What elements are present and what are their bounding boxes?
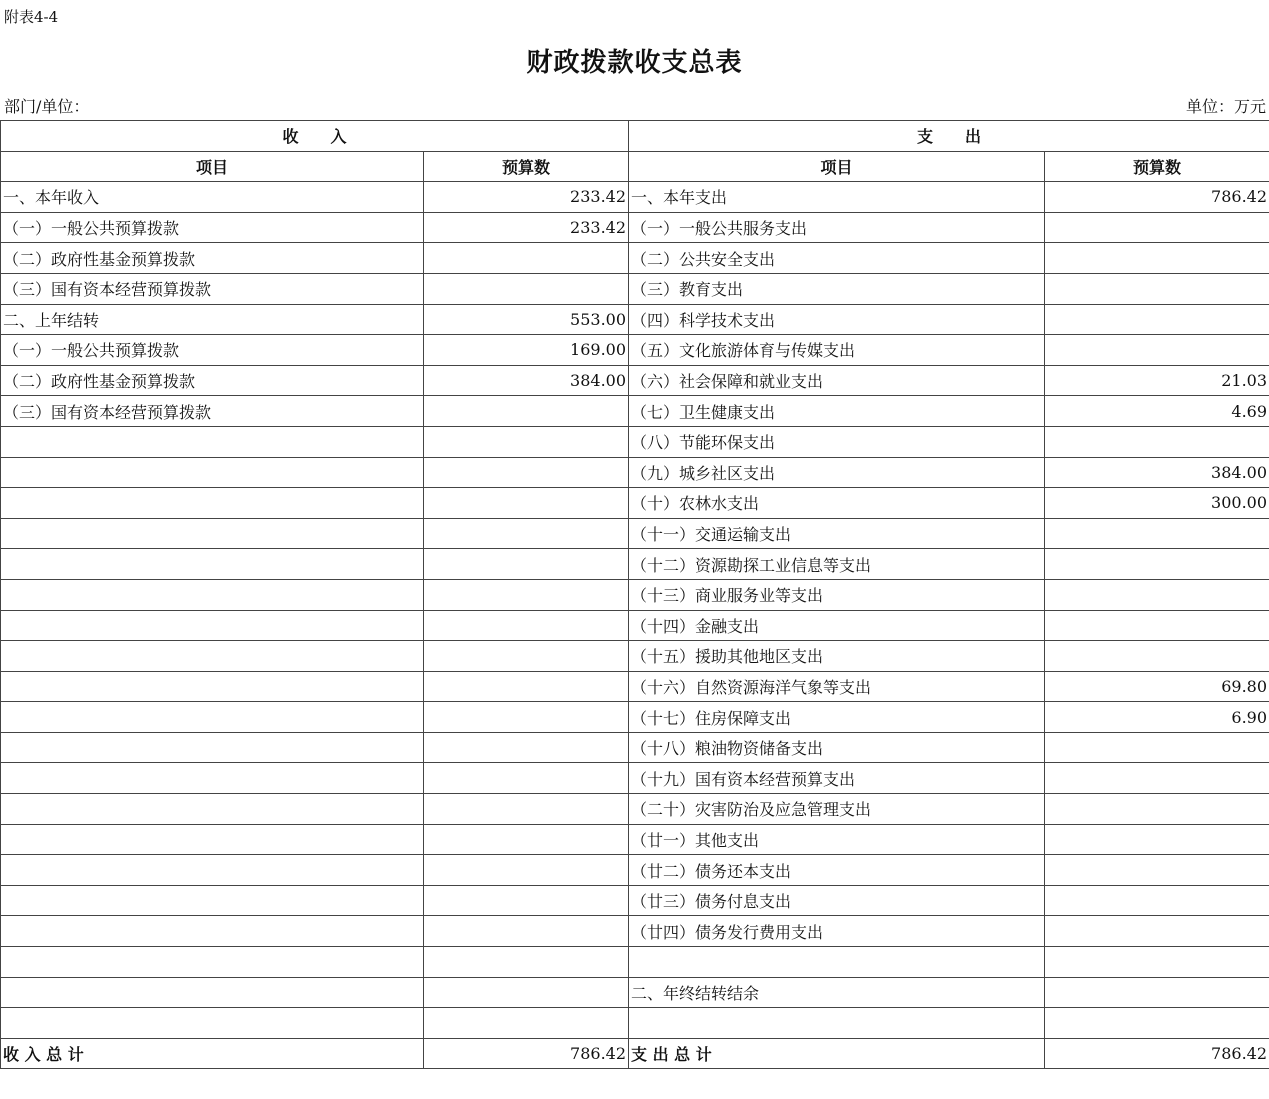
income-total-label: 收 入 总 计	[1, 1038, 424, 1069]
expense-budget-header: 预算数	[1045, 151, 1269, 182]
income-value-cell	[424, 396, 629, 427]
expense-item-cell: （五）文化旅游体育与传媒支出	[629, 335, 1045, 366]
income-value-cell	[424, 916, 629, 947]
table-row	[1, 610, 1269, 641]
expense-value-cell	[1045, 1008, 1269, 1039]
income-item-cell	[1, 947, 424, 978]
income-item-cell: （一）一般公共预算拨款	[1, 335, 424, 366]
expense-item-cell: （十五）援助其他地区支出	[629, 641, 1045, 672]
income-item-cell	[1, 855, 424, 886]
expense-value-cell	[1045, 885, 1269, 916]
expense-value-cell	[1045, 304, 1269, 335]
income-value-cell	[424, 947, 629, 978]
income-value-cell	[424, 794, 629, 825]
expense-item-cell: （十一）交通运输支出	[629, 518, 1045, 549]
expense-group-header: 支 出	[629, 121, 1269, 152]
income-value-cell	[424, 702, 629, 733]
meta-row	[0, 94, 1266, 114]
income-item-cell: （一）一般公共预算拨款	[1, 212, 424, 243]
income-item-cell	[1, 426, 424, 457]
expense-item-cell: （廿四）债务发行费用支出	[629, 916, 1045, 947]
income-item-cell	[1, 671, 424, 702]
table-row	[1, 182, 1269, 213]
attachment-label: 附表4-4	[4, 8, 59, 26]
table-row	[1, 702, 1269, 733]
expense-item-cell: （十二）资源勘探工业信息等支出	[629, 549, 1045, 580]
table-row	[1, 855, 1269, 886]
income-item-cell: （三）国有资本经营预算拨款	[1, 396, 424, 427]
table-row	[1, 549, 1269, 580]
expense-value-cell: 4.69	[1045, 396, 1269, 427]
expense-item-cell: （十九）国有资本经营预算支出	[629, 763, 1045, 794]
expense-value-cell: 786.42	[1045, 182, 1269, 213]
budget-table	[0, 120, 1269, 1069]
table-row	[1, 212, 1269, 243]
income-group-header: 收 入	[1, 121, 629, 152]
expense-item-cell	[629, 947, 1045, 978]
income-value-cell: 233.42	[424, 212, 629, 243]
income-item-cell	[1, 824, 424, 855]
income-item-cell	[1, 702, 424, 733]
expense-item-cell: （十三）商业服务业等支出	[629, 579, 1045, 610]
expense-item-cell: （十八）粮油物资储备支出	[629, 732, 1045, 763]
income-item-cell: 一、本年收入	[1, 182, 424, 213]
income-item-cell: （二）政府性基金预算拨款	[1, 365, 424, 396]
expense-item-cell: 一、本年支出	[629, 182, 1045, 213]
page-title: 财政拨款收支总表	[526, 48, 743, 78]
income-value-cell: 233.42	[424, 182, 629, 213]
totals-row	[1, 1038, 1269, 1069]
table-row	[1, 947, 1269, 978]
expense-item-cell: （十）农林水支出	[629, 488, 1045, 519]
income-item-cell	[1, 794, 424, 825]
income-item-header: 项目	[1, 151, 424, 182]
income-item-cell	[1, 579, 424, 610]
income-value-cell	[424, 977, 629, 1008]
expense-value-cell	[1045, 732, 1269, 763]
expense-item-cell	[629, 1008, 1045, 1039]
expense-value-cell	[1045, 335, 1269, 366]
income-value-cell	[424, 457, 629, 488]
expense-value-cell	[1045, 824, 1269, 855]
income-item-cell: 二、上年结转	[1, 304, 424, 335]
expense-item-cell: （六）社会保障和就业支出	[629, 365, 1045, 396]
income-value-cell	[424, 610, 629, 641]
income-value-cell: 553.00	[424, 304, 629, 335]
expense-value-cell: 384.00	[1045, 457, 1269, 488]
expense-value-cell	[1045, 610, 1269, 641]
income-item-cell	[1, 610, 424, 641]
income-item-cell	[1, 1008, 424, 1039]
table-row	[1, 671, 1269, 702]
income-budget-header: 预算数	[424, 151, 629, 182]
expense-value-cell	[1045, 763, 1269, 794]
expense-item-cell: （四）科学技术支出	[629, 304, 1045, 335]
expense-value-cell	[1045, 549, 1269, 580]
expense-item-cell: （七）卫生健康支出	[629, 396, 1045, 427]
table-row	[1, 426, 1269, 457]
expense-value-cell	[1045, 916, 1269, 947]
table-row	[1, 794, 1269, 825]
expense-value-cell	[1045, 855, 1269, 886]
expense-total-value: 786.42	[1045, 1038, 1269, 1069]
income-item-cell	[1, 763, 424, 794]
expense-item-cell: （十四）金融支出	[629, 610, 1045, 641]
income-value-cell	[424, 885, 629, 916]
income-value-cell	[424, 273, 629, 304]
expense-item-cell: （廿二）债务还本支出	[629, 855, 1045, 886]
income-value-cell	[424, 243, 629, 274]
income-item-cell	[1, 916, 424, 947]
expense-value-cell	[1045, 794, 1269, 825]
income-value-cell	[424, 732, 629, 763]
expense-item-cell: （八）节能环保支出	[629, 426, 1045, 457]
expense-value-cell	[1045, 947, 1269, 978]
expense-value-cell	[1045, 579, 1269, 610]
table-row	[1, 518, 1269, 549]
income-item-cell	[1, 641, 424, 672]
income-value-cell	[424, 671, 629, 702]
column-header-row	[1, 151, 1269, 182]
income-item-cell	[1, 732, 424, 763]
table-row	[1, 457, 1269, 488]
table-body	[1, 182, 1269, 1039]
income-value-cell	[424, 763, 629, 794]
expense-total-label: 支 出 总 计	[629, 1038, 1045, 1069]
expense-value-cell	[1045, 977, 1269, 1008]
table-row	[1, 579, 1269, 610]
table-row	[1, 916, 1269, 947]
table-row	[1, 243, 1269, 274]
expense-item-cell: （廿三）债务付息支出	[629, 885, 1045, 916]
table-row	[1, 885, 1269, 916]
table-row	[1, 641, 1269, 672]
income-value-cell	[424, 824, 629, 855]
table-row	[1, 1008, 1269, 1039]
income-value-cell	[424, 855, 629, 886]
income-item-cell	[1, 518, 424, 549]
income-value-cell	[424, 641, 629, 672]
table-row	[1, 977, 1269, 1008]
income-item-cell	[1, 549, 424, 580]
income-value-cell	[424, 579, 629, 610]
unit-label: 单位：万元	[1185, 97, 1266, 116]
expense-value-cell: 21.03	[1045, 365, 1269, 396]
group-header-row	[1, 121, 1269, 152]
expense-value-cell	[1045, 641, 1269, 672]
table-row	[1, 273, 1269, 304]
table-row	[1, 763, 1269, 794]
table-row	[1, 732, 1269, 763]
table-row	[1, 488, 1269, 519]
table-row	[1, 365, 1269, 396]
income-value-cell: 384.00	[424, 365, 629, 396]
expense-item-cell: （一）一般公共服务支出	[629, 212, 1045, 243]
expense-item-cell: （二十）灾害防治及应急管理支出	[629, 794, 1045, 825]
expense-item-cell: （廿一）其他支出	[629, 824, 1045, 855]
expense-item-cell: （九）城乡社区支出	[629, 457, 1045, 488]
income-value-cell	[424, 518, 629, 549]
department-label: 部门/单位：	[4, 97, 90, 116]
income-value-cell	[424, 426, 629, 457]
income-item-cell: （二）政府性基金预算拨款	[1, 243, 424, 274]
expense-value-cell: 6.90	[1045, 702, 1269, 733]
income-item-cell: （三）国有资本经营预算拨款	[1, 273, 424, 304]
expense-value-cell	[1045, 518, 1269, 549]
table-row	[1, 304, 1269, 335]
expense-value-cell	[1045, 273, 1269, 304]
expense-item-cell: （三）教育支出	[629, 273, 1045, 304]
income-item-cell	[1, 885, 424, 916]
income-item-cell	[1, 488, 424, 519]
income-value-cell	[424, 1008, 629, 1039]
expense-value-cell	[1045, 212, 1269, 243]
expense-value-cell	[1045, 426, 1269, 457]
table-row	[1, 396, 1269, 427]
income-item-cell	[1, 977, 424, 1008]
income-value-cell	[424, 549, 629, 580]
expense-item-cell: 二、年终结转结余	[629, 977, 1045, 1008]
expense-value-cell	[1045, 243, 1269, 274]
income-total-value: 786.42	[424, 1038, 629, 1069]
expense-item-cell: （十六）自然资源海洋气象等支出	[629, 671, 1045, 702]
expense-item-header: 项目	[629, 151, 1045, 182]
expense-value-cell: 300.00	[1045, 488, 1269, 519]
table-row	[1, 335, 1269, 366]
expense-value-cell: 69.80	[1045, 671, 1269, 702]
income-value-cell	[424, 488, 629, 519]
expense-item-cell: （二）公共安全支出	[629, 243, 1045, 274]
expense-item-cell: （十七）住房保障支出	[629, 702, 1045, 733]
income-value-cell: 169.00	[424, 335, 629, 366]
table-row	[1, 824, 1269, 855]
income-item-cell	[1, 457, 424, 488]
